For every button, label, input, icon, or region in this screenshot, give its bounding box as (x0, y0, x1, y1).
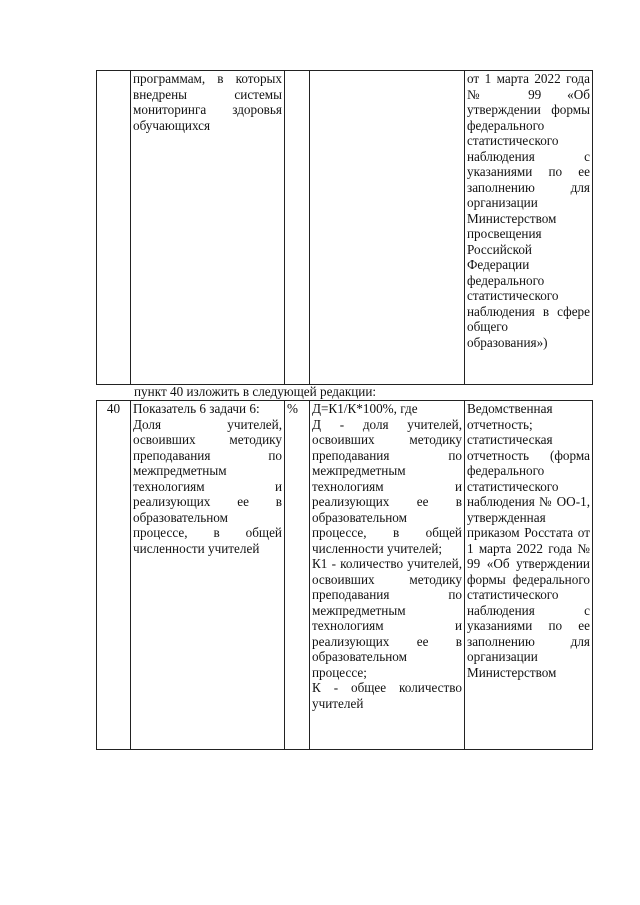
cell-number (97, 71, 131, 385)
cell-indicator (131, 401, 285, 750)
indicator-text: Доля учителей, освоивших методику преподавания по межпредметным технологиям и реализующих ее в образовательном процессе, в общей численности учителей (133, 416, 282, 556)
cell-indicator: программам, в которых внедрены системы мониторинга здоровья обучающихся (131, 71, 285, 385)
formula: Д=К1/К*100%, где (312, 401, 418, 416)
table-continuation (96, 70, 593, 385)
table-item-40 (96, 400, 593, 750)
cell-number: 40 (97, 401, 131, 750)
indicator-heading: Показатель 6 задачи 6: (133, 401, 260, 416)
cell-method (310, 401, 465, 750)
cell-unit (285, 71, 310, 385)
cell-unit: % (285, 401, 310, 750)
table-row (97, 401, 593, 750)
cell-source: от 1 марта 2022 года № 99 «Об утверждении формы федерального статистического наблюдения с указаниями по ее заполнению для организации Министерством просвещения Российской Федерации федерального статистического наблюдения в сфере общего образования») (465, 71, 593, 385)
cell-method (310, 71, 465, 385)
definition-k: К - общее количество учителей (312, 680, 462, 711)
table-row (97, 71, 593, 385)
definition-d: Д - доля учителей, освоивших методику преподавания по межпредметным технологиям и реализующих ее в образовательном процессе, в общей численности учителей; (312, 416, 462, 556)
cell-source: Ведомственная отчетность; статистическая отчетность (форма федерального статистического наблюдения № ОО-1, утвержденная приказом Росстата от 1 марта 2022 года № 99 «Об утверждении формы федерального статистического наблюдения с указаниями по ее заполнению для организации Министерством (465, 401, 593, 750)
definition-k1: К1 - количество учителей, освоивших методику преподавания по межпредметным технологиям и реализующих ее в образовательном процессе; (312, 556, 462, 680)
amendment-paragraph: пункт 40 изложить в следующей редакции: (134, 384, 377, 399)
